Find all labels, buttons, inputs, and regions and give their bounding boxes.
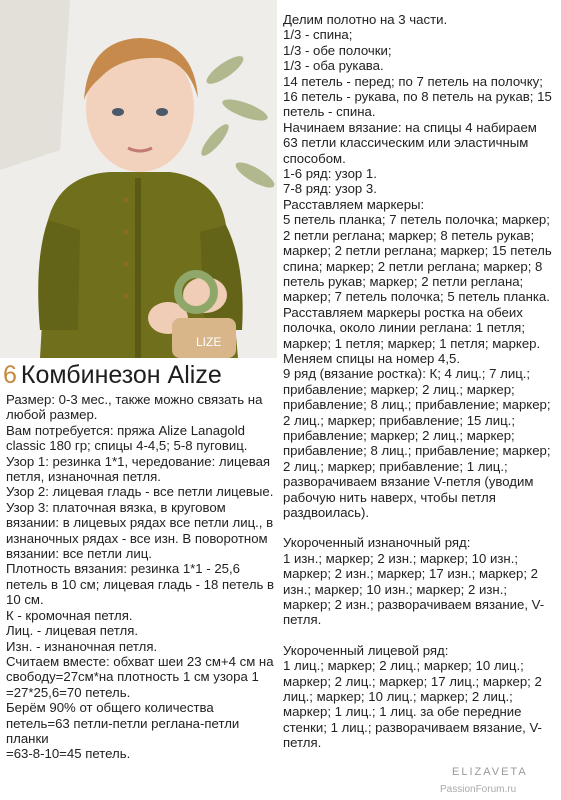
paragraph: 14 петель - перед; по 7 петель на полочку; 16 петель - рукава, по 8 петель на рукав; 15 петель - спина. (283, 73, 552, 120)
spacer (283, 520, 555, 535)
paragraph: =63-8-10=45 петель. (6, 746, 131, 762)
paragraph: Узор 3: платочная вязка, в круговом вязании: в лицевых рядах все петли лиц., в изнаночных рядах - все изн. В поворотном вязании: все петли лиц. (6, 499, 274, 562)
paragraph: Берём 90% от общего количества петель=63 петли-петли реглана-петли планки (6, 700, 240, 746)
paragraph: 1/3 - спина; (283, 27, 353, 43)
paragraph: К - кромочная петля. (6, 607, 133, 623)
spacer (283, 628, 555, 643)
site-watermark: PassionForum.ru (440, 784, 517, 795)
paragraph: Узор 2: лицевая гладь - все петли лицевые. (6, 484, 274, 500)
paragraph: Вам потребуется: пряжа Alize Lanagold classic 180 гр; спицы 4-4,5; 5-8 пуговиц. (6, 422, 248, 454)
paragraph: 7-8 ряд: узор 3. (283, 181, 377, 197)
paragraph: 1-6 ряд: узор 1. (283, 166, 377, 182)
paragraph: Расставляем маркеры ростка на обеих полочка, около линии реглана: 1 петля; маркер; 1 петля; маркер; 1 петля; маркер. (283, 304, 541, 351)
paragraph: 1/3 - оба рукава. (283, 58, 384, 74)
baby-illustration (0, 0, 277, 358)
paragraph: Считаем вместе: обхват шеи 23 см+4 см на свободу=27см*на плотность 1 см узора 1 (6, 653, 274, 685)
right-text-column (283, 12, 555, 751)
paragraph: Меняем спицы на номер 4,5. (283, 350, 461, 366)
paragraph: 5 петель планка; 7 петель полочка; маркер; 2 петли реглана; маркер; 8 петель рукав; маркер; 2 петли реглана; маркер; 15 петель спина; маркер; 2 петли реглана; маркер; 8 петель рукав; маркер; 2 петли реглана; маркер; 7 петель полочка; 5 петель планка. (283, 212, 552, 305)
toy-label: LIZE (196, 335, 222, 349)
paragraph: Делим полотно на 3 части. (283, 12, 448, 27)
paragraph: 9 ряд (вязание ростка): К; 4 лиц.; 7 лиц.; прибавление; маркер; 2 лиц.; маркер; прибавление; 8 лиц.; прибавление; маркер; 2 лиц.; маркер; прибавление; 15 лиц.; прибавление; маркер; 2 лиц.; маркер; прибавление; 8 лиц.; прибавление; маркер; 2 лиц.; маркер; прибавление; 1 лиц.; разворачиваем вязание V-петля (уводим рабочую нить наверх, чтобы петля раздвоилась). (283, 366, 551, 520)
section-heading: Укороченный изнаночный ряд: (283, 535, 471, 551)
pattern-title-text: Комбинезон Alize (20, 361, 222, 389)
paragraph: =27*25,6=70 петель. (6, 684, 131, 700)
paragraph: Лиц. - лицевая петля. (6, 623, 139, 639)
paragraph: Размер: 0-3 мес., также можно связать на любой размер. (6, 392, 263, 423)
paragraph: Узор 1: резинка 1*1, чередование: лицевая петля, изнаночная петля. (6, 453, 271, 485)
paragraph: 1 изн.; маркер; 2 изн.; маркер; 10 изн.; маркер; 2 изн.; маркер; 17 изн.; маркер; 2 изн.; маркер; 10 изн.; маркер; 2 изн.; маркер; 2 изн.; разворачиваем вязание, V-петля. (283, 550, 545, 628)
paragraph: Начинаем вязание: на спицы 4 набираем 63 петли классическим или эластичным способом. (283, 119, 537, 166)
paragraph: 1/3 - обе полочки; (283, 42, 392, 58)
paragraph: Изн. - изнаночная петля. (6, 638, 158, 654)
paragraph: Плотность вязания: резинка 1*1 - 25,6 петель в 10 см; лицевая гладь - 18 петель в 10 см. (6, 561, 275, 608)
section-heading: Укороченный лицевой ряд: (283, 642, 449, 658)
baby-photo (0, 0, 277, 358)
author-signature: ELIZAVETA (452, 766, 528, 778)
left-text-column (6, 392, 278, 762)
pattern-number: 6 (3, 361, 17, 389)
pattern-title (3, 359, 278, 391)
paragraph: 1 лиц.; маркер; 2 лиц.; маркер; 10 лиц.; маркер; 2 лиц.; маркер; 17 лиц.; маркер; 2 лиц.; маркер; 10 лиц.; маркер; 2 лиц.; маркер; 1 лиц.; 1 лиц. за обе передние стенки; 1 лиц.; разворачиваем вязание, V-петля. (283, 658, 542, 751)
paragraph: Расставляем маркеры: (283, 196, 425, 212)
